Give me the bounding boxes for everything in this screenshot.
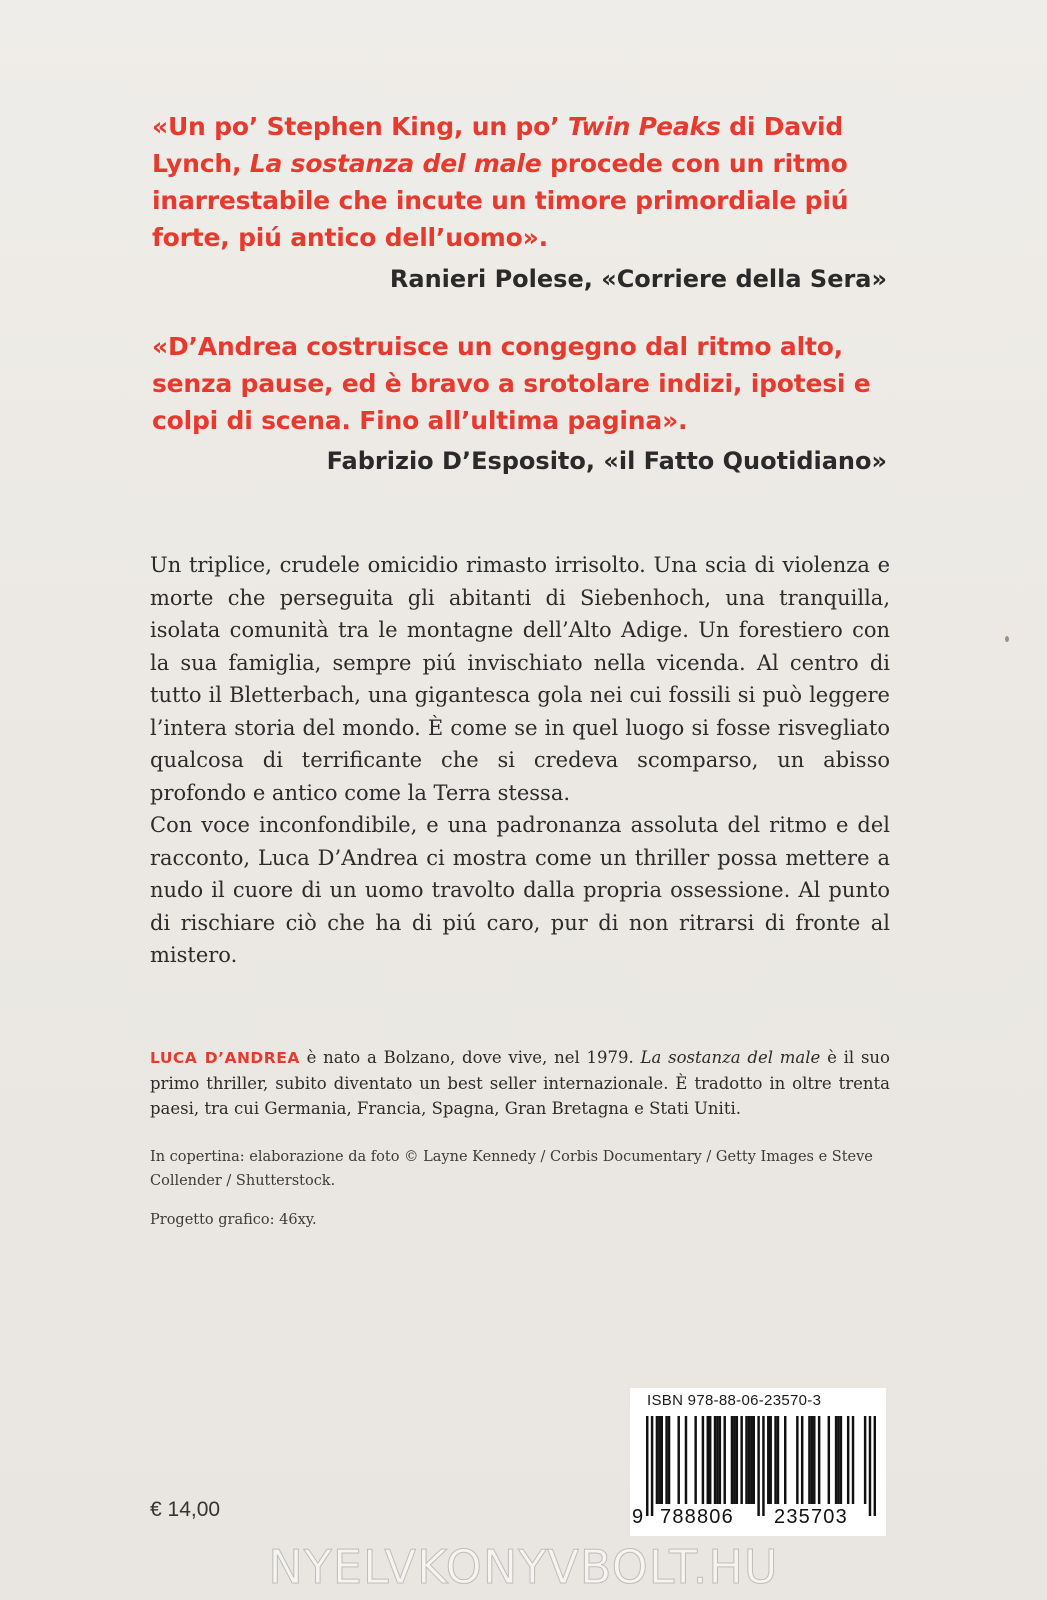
barcode-digits-right: 235703 <box>774 1506 848 1528</box>
barcode-bar <box>709 1416 711 1504</box>
barcode-bar <box>767 1416 769 1504</box>
barcode-bar <box>745 1416 747 1504</box>
bio-text-1: è nato a Bolzano, dove vive, nel 1979. <box>299 1048 641 1067</box>
quote-1-part-5: procede con un ritmo inarrestabile che incute un timore primordiale piú forte, piú antico dell’uomo». <box>152 149 849 252</box>
barcode-bar <box>864 1416 866 1504</box>
barcode-bar <box>748 1416 750 1504</box>
isbn-label: ISBN 978-88-06-23570-3 <box>647 1392 822 1409</box>
barcode-digits-left: 788806 <box>660 1506 734 1528</box>
barcode-bar <box>852 1416 854 1504</box>
cover-credits: In copertina: elaborazione da foto © Layne Kennedy / Corbis Documentary / Getty Images e Steve Collender / Shutterstock. <box>150 1149 873 1189</box>
barcode-bar <box>719 1416 721 1504</box>
barcode-bar <box>661 1416 663 1504</box>
barcode-digit-first: 9 <box>632 1506 644 1528</box>
barcode-bar <box>813 1416 815 1504</box>
blurb-paragraph-2: Con voce inconfondibile, e una padronanza assoluta del ritmo e del racconto, Luca D’Andrea ci mostra come un thriller possa mettere a nudo il cuore di un uomo travolto dalla propria ossessione. Al punto di rischiare ciò che ha di piú caro, pur di non ritrarsi di fronte al mistero. <box>150 813 890 967</box>
barcode-bar <box>651 1416 653 1516</box>
barcode-bar <box>677 1416 679 1504</box>
barcode-bar <box>736 1416 738 1504</box>
barcode-bar <box>784 1416 786 1504</box>
barcode-bar <box>714 1416 716 1504</box>
barcode-bar <box>646 1416 648 1516</box>
isbn-barcode <box>646 1416 876 1516</box>
barcode-bar <box>733 1416 735 1504</box>
barcode-bar <box>702 1416 704 1504</box>
barcode-bar <box>658 1416 660 1504</box>
barcode-bar <box>762 1416 764 1516</box>
review-quote-2 <box>152 328 892 439</box>
blurb-paragraph-1: Un triplice, crudele omicidio rimasto irrisolto. Una scia di violenza e morte che perseguita gli abitanti di Siebenhoch, una tranquilla, isolata comunità tra le montagne dell’Alto Adige. Un forestiero con la sua famiglia, sempre piú invischiato nella vicenda. Al centro di tutto il Bletterbach, una gigantesca gola nei cui fossili si può leggere l’intera storia del mondo. È come se in quel luogo si fosse risvegliato qualcosa di terrificante che si credeva scomparso, un abisso profondo e antico come la Terra stessa. <box>150 553 890 805</box>
barcode-bar <box>753 1416 755 1504</box>
barcode-bar <box>869 1416 871 1516</box>
barcode-bar <box>757 1416 759 1516</box>
quote-1-part-2: Twin Peaks <box>567 112 721 141</box>
review-quote-1 <box>152 108 892 256</box>
barcode-digits <box>630 1504 886 1532</box>
bio-book-title: La sostanza del male <box>640 1048 821 1067</box>
barcode-bar <box>740 1416 742 1504</box>
barcode-bar <box>828 1416 830 1504</box>
quote-2-text: «D’Andrea costruisce un congegno dal ritmo alto, senza pause, ed è bravo a srotolare indizi, ipotesi e colpi di scena. Fino all’ultima pagina». <box>152 332 871 435</box>
barcode-bar <box>840 1416 842 1504</box>
barcode-bar <box>777 1416 779 1504</box>
quote-1-part-1: «Un po’ Stephen King, un po’ <box>152 112 568 141</box>
book-blurb <box>150 549 890 972</box>
barcode-bar <box>707 1416 709 1504</box>
author-name: LUCA D’ANDREA <box>150 1049 300 1067</box>
barcode-bar <box>818 1416 820 1504</box>
barcode-bar <box>750 1416 752 1504</box>
barcode-bar <box>874 1416 876 1516</box>
barcode-bar <box>716 1416 718 1504</box>
price-label: € 14,00 <box>150 1498 221 1521</box>
barcode-bar <box>801 1416 803 1504</box>
design-credit: Progetto grafico: 46xy. <box>150 1212 317 1228</box>
barcode-bar <box>796 1416 798 1504</box>
barcode-bar <box>774 1416 776 1504</box>
barcode-bar <box>847 1416 849 1504</box>
barcode-bar <box>656 1416 658 1504</box>
bio-text-2: è il suo primo thriller, subito diventato un best seller internazionale. È tradotto in oltre trenta paesi, tra cui Germania, Francia, Spagna, Gran Bretagna e Stati Uniti. <box>150 1048 890 1118</box>
quote-1-part-3: di David Lynch, <box>152 112 844 178</box>
barcode-bar <box>811 1416 813 1504</box>
barcode-bar <box>835 1416 837 1504</box>
review-attribution-1: Ranieri Polese, «Corriere della Sera» <box>389 265 887 293</box>
barcode-bar <box>685 1416 687 1504</box>
quote-1-part-4: La sostanza del male <box>249 149 542 178</box>
barcode-bar <box>808 1416 810 1504</box>
author-bio <box>150 1045 890 1121</box>
barcode-bar <box>731 1416 733 1504</box>
watermark: NYELVKONYVBOLT.HU <box>268 1540 779 1594</box>
barcode-bar <box>694 1416 696 1504</box>
paper-speck <box>1005 636 1009 642</box>
review-attribution-2: Fabrizio D’Esposito, «il Fatto Quotidiano» <box>326 447 887 475</box>
barcode-bar <box>723 1416 725 1504</box>
barcode-bar <box>837 1416 839 1504</box>
barcode-bar <box>769 1416 771 1504</box>
barcode-bar <box>665 1416 667 1504</box>
barcode-bar <box>668 1416 670 1504</box>
